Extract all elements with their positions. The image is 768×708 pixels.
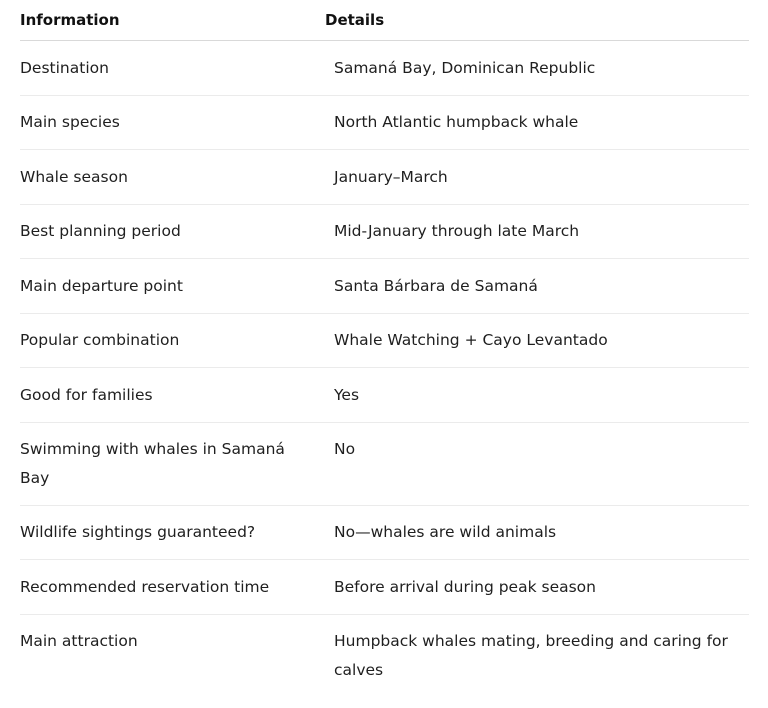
header-details: Details [325, 11, 385, 29]
row-label: Main species [20, 113, 120, 131]
row-label: Main departure point [20, 276, 183, 295]
row-value: Whale Watching + Cayo Levantado [334, 331, 608, 349]
row-value: Mid-January through late March [334, 222, 580, 240]
table-row [20, 205, 749, 260]
row-value: Humpback whales mating, breeding and caring for calves [334, 632, 728, 679]
table-row [20, 150, 749, 205]
table-row [20, 560, 749, 615]
row-value: Samaná Bay, Dominican Republic [334, 58, 596, 77]
table-row [20, 96, 749, 151]
row-value: Santa Bárbara de Samaná [334, 276, 538, 295]
header-information: Information [20, 11, 120, 29]
table-row [20, 259, 749, 314]
row-label: Destination [20, 58, 109, 77]
table-row [20, 41, 749, 96]
row-label: Main attraction [20, 632, 138, 650]
row-label: Best planning period [20, 222, 181, 240]
info-table [20, 0, 749, 697]
row-value: Yes [334, 385, 360, 404]
table-header [20, 0, 749, 41]
table-row [20, 615, 749, 697]
row-label: Whale season [20, 167, 128, 186]
table-row [20, 506, 749, 561]
row-value: January–March [334, 167, 448, 186]
row-label: Good for families [20, 385, 153, 404]
row-value: No—whales are wild animals [334, 523, 557, 541]
table-row [20, 423, 749, 506]
row-value: No [334, 440, 356, 458]
row-label: Popular combination [20, 331, 180, 349]
row-label: Wildlife sightings guaranteed? [20, 523, 256, 541]
table-row [20, 368, 749, 423]
row-value: North Atlantic humpback whale [334, 113, 579, 131]
row-label: Recommended reservation time [20, 577, 270, 596]
table-row [20, 314, 749, 369]
row-label: Swimming with whales in Samaná Bay [20, 440, 285, 487]
row-value: Before arrival during peak season [334, 577, 596, 596]
